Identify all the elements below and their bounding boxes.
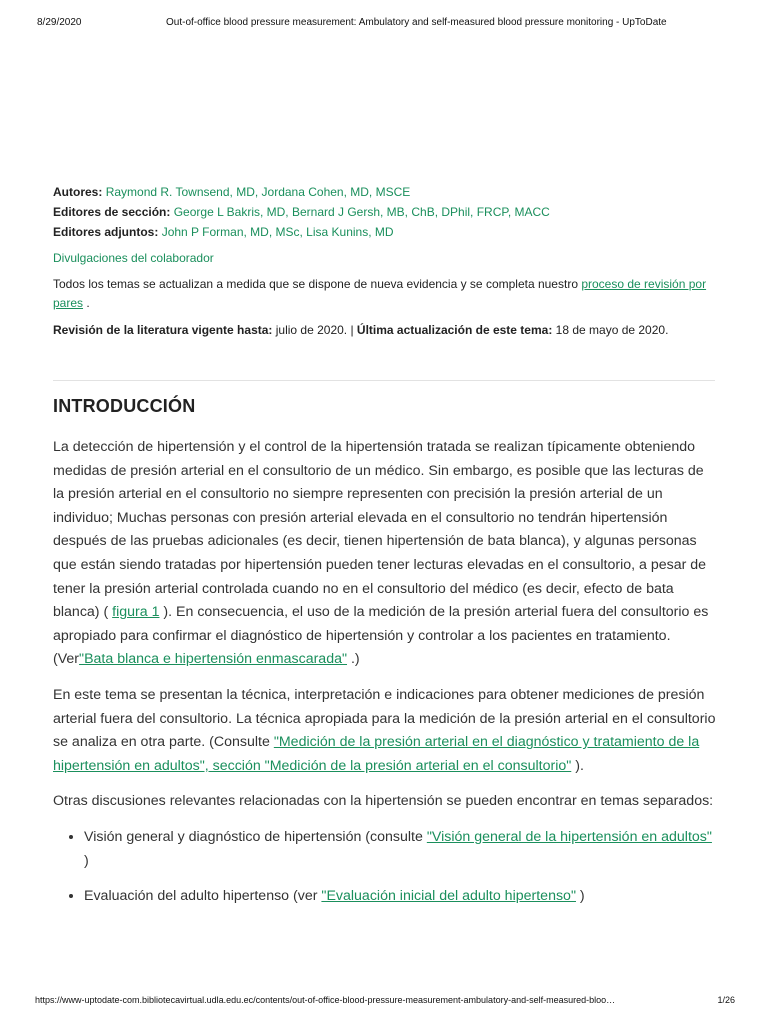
print-footer <box>0 993 768 1013</box>
last-updated-label: Última actualización de este tema: <box>356 323 553 337</box>
print-header <box>0 0 768 28</box>
print-url: https://www-uptodate-com.bibliotecavirtual.udla.edu.ec/contents/out-of-office-blood-pressure-measurement-ambulatory-and-self-measured-bloo… <box>35 995 616 1005</box>
paragraph: Otras discusiones relevantes relacionadas con la hipertensión se pueden encontrar en temas separados: <box>53 793 714 810</box>
section-editors-label: Editores de sección: <box>53 205 171 219</box>
update-note-end: . <box>83 296 90 310</box>
related-topics-list <box>53 826 717 909</box>
update-note <box>53 275 715 313</box>
list-item-text: ) <box>84 852 89 869</box>
initial-evaluation-link[interactable]: "Evaluación inicial del adulto hipertenso" <box>321 888 576 905</box>
list-item <box>84 885 717 909</box>
paragraph <box>53 436 717 672</box>
authors-links[interactable]: Raymond R. Townsend, MD, Jordana Cohen, MD, MSCE <box>105 185 411 199</box>
section-editors-links[interactable]: George L Bakris, MD, Bernard J Gersh, MB, ChB, DPhil, FRCP, MACC <box>173 205 550 219</box>
print-page-title: Out-of-office blood pressure measurement: Ambulatory and self-measured blood pressure monitoring - UpToDate <box>166 17 667 28</box>
paragraph-text: .) <box>347 651 360 668</box>
office-bp-measurement-link[interactable]: "Medición de la presión arterial en el diagnóstico y tratamiento de la hipertensión en adultos", sección "Medición de la presión arterial en el consultorio" <box>53 734 700 774</box>
figure-1-link[interactable]: figura 1 <box>112 604 160 621</box>
deputy-editors-label: Editores adjuntos: <box>53 225 159 239</box>
section-editors-line <box>53 202 715 222</box>
literature-review-value: julio de 2020. | <box>272 323 357 337</box>
page-number: 1/26 <box>717 995 735 1005</box>
deputy-editors-links[interactable]: John P Forman, MD, MSc, Lisa Kunins, MD <box>161 225 394 239</box>
literature-review-label: Revisión de la literatura vigente hasta: <box>53 323 273 337</box>
paragraph-text: ). <box>571 757 584 774</box>
paragraph-text: ). En consecuencia, el uso de la medición de la presión arterial fuera del consultorio es apropiado para confirmar el diagnóstico de hipertensión y controlar a los pacientes en tratamiento. (Ver <box>53 604 709 668</box>
list-item-text: ) <box>575 888 585 905</box>
peer-review-link[interactable]: proceso de revisión por pares <box>53 277 707 310</box>
authors-label: Autores: <box>53 185 103 199</box>
contributor-disclosures-link[interactable]: Divulgaciones del colaborador <box>53 251 214 265</box>
list-item <box>84 826 717 873</box>
update-note-text: Todos los temas se actualizan a medida que se dispone de nueva evidencia y se completa nuestro <box>53 277 582 291</box>
section-divider <box>53 380 715 381</box>
literature-review-info <box>53 320 715 340</box>
paragraph-text: La detección de hipertensión y el control de la hipertensión tratada se realizan típicamente obteniendo medidas de presión arterial en el consultorio de un médico. Sin embargo, es posible que las lecturas de la presión arterial en el consultorio no siempre representen con precisión la presión arterial de un individuo; Muchas personas con presión arterial elevada en el consultorio no tendrán hipertensión después de las pruebas adicionales (es decir, tienen hipertensión de bata blanca), y algunas personas que están siendo tratadas por hipertensión pueden tener lecturas elevadas en el consultorio, a pesar de tener la presión arterial controlada cuando no en el consultorio del médico (es decir, efecto de bata blanca) ( <box>53 439 707 621</box>
print-date: 8/29/2020 <box>37 17 82 28</box>
paragraph-text: En este tema se presentan la técnica, interpretación e indicaciones para obtener mediciones de presión arterial fuera del consultorio. La técnica apropiada para la medición de la presión arterial en el consultorio se analiza en otra parte. (Consulte <box>53 686 716 751</box>
list-item-text: Visión general y diagnóstico de hipertensión (consulte <box>84 828 427 845</box>
topic-metadata <box>53 182 715 340</box>
hypertension-overview-link[interactable]: "Visión general de la hipertensión en adultos" <box>426 828 712 845</box>
section-heading: INTRODUCCIÓN <box>53 396 196 416</box>
introduction-body <box>53 436 717 921</box>
authors-line <box>53 182 715 202</box>
last-updated-value: 18 de mayo de 2020. <box>552 323 669 337</box>
white-coat-hypertension-link[interactable]: "Bata blanca e hipertensión enmascarada" <box>79 651 348 668</box>
list-item-text: Evaluación del adulto hipertenso (ver <box>84 888 322 905</box>
paragraph <box>53 684 717 778</box>
deputy-editors-line <box>53 222 715 242</box>
